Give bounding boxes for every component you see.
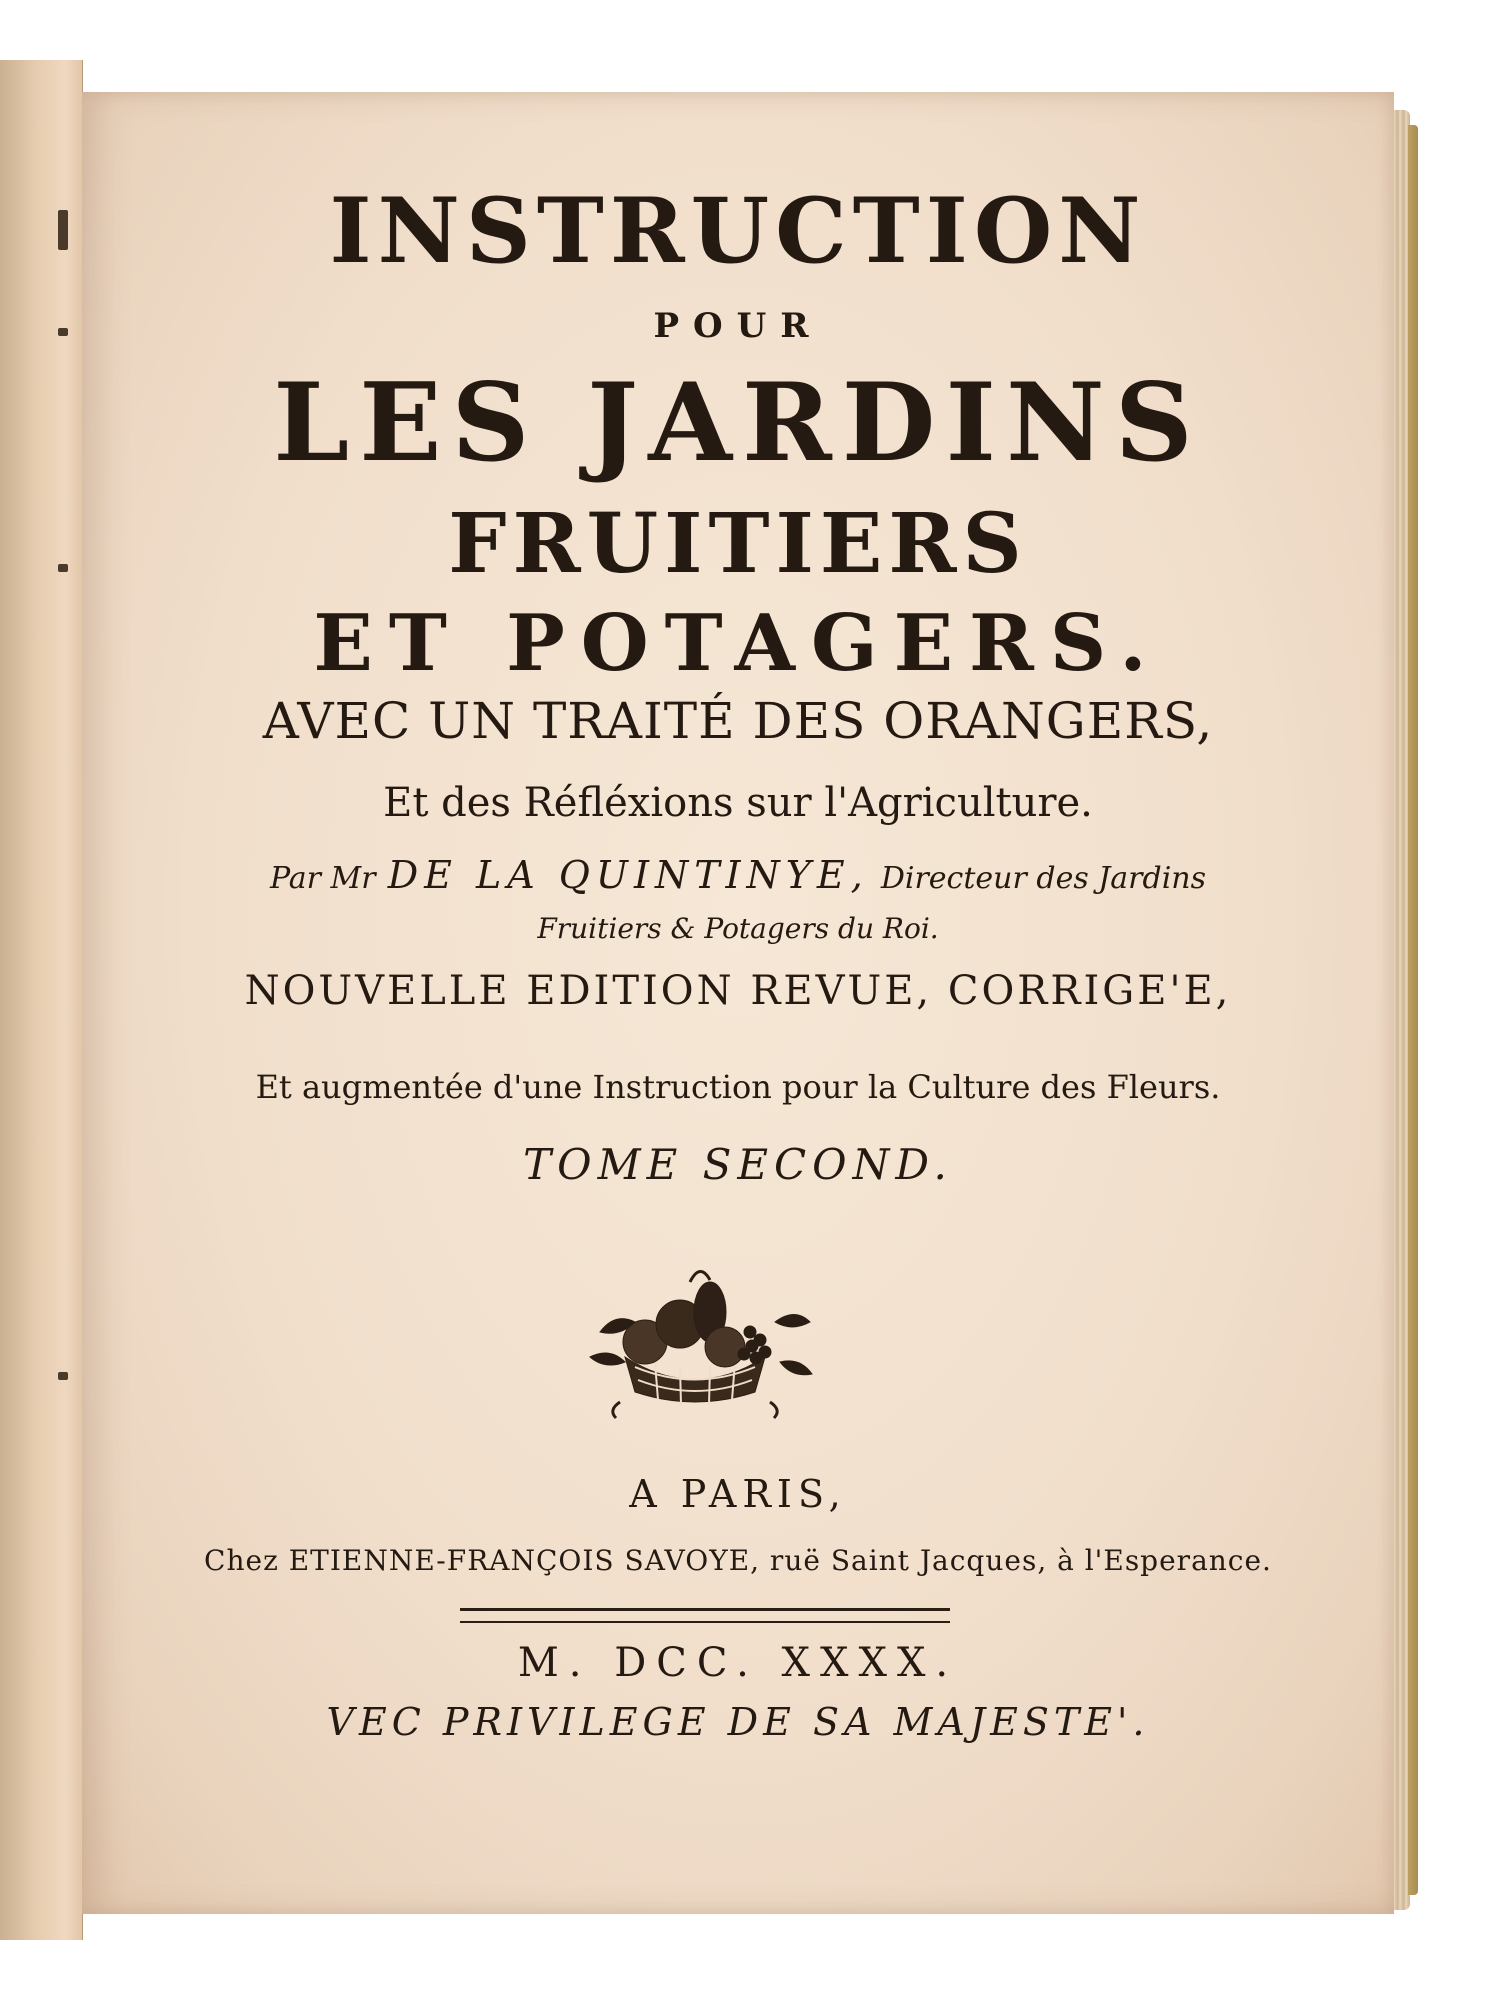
- title-line-jardins: LES JARDINS: [273, 360, 1203, 486]
- edition-line: NOUVELLE EDITION REVUE, CORRIGE'E,: [244, 968, 1232, 1014]
- spine-mark: [58, 328, 68, 336]
- author-prefix: Par Mr: [269, 861, 376, 896]
- imprint-publisher: Chez ETIENNE-FRANÇOIS SAVOYE, ruë Saint Jacques, à l'Esperance.: [204, 1544, 1272, 1577]
- author-line: [82, 853, 1394, 897]
- title-line-pour: POUR: [653, 306, 823, 346]
- author-title-a: Directeur des Jardins: [880, 861, 1207, 896]
- spine-mark: [58, 210, 68, 250]
- title-line-fruitiers: FRUITIERS: [448, 496, 1028, 592]
- edition-note: Et augmentée d'une Instruction pour la Culture des Fleurs.: [255, 1068, 1221, 1106]
- board-edge: [1408, 125, 1418, 1895]
- spine-mark: [58, 1372, 68, 1380]
- imprint-city: A PARIS,: [629, 1472, 847, 1516]
- author-title-b: Fruitiers & Potagers du Roi.: [537, 912, 939, 945]
- title-line-instruction: INSTRUCTION: [329, 178, 1147, 284]
- imprint-privilege: VEC PRIVILEGE DE SA MAJESTE'.: [326, 1700, 1150, 1744]
- subtitle-orangers: AVEC UN TRAITÉ DES ORANGERS,: [262, 692, 1214, 750]
- imprint-date: M. DCC. XXXX.: [517, 1640, 959, 1686]
- title-line-potagers: ET POTAGERS.: [313, 598, 1163, 689]
- volume-label: TOME SECOND.: [523, 1140, 953, 1189]
- imprint-rule: [460, 1608, 950, 1623]
- book-spine-edge: [0, 60, 83, 1940]
- spine-mark: [58, 564, 68, 572]
- subtitle-agriculture: Et des Réfléxions sur l'Agriculture.: [383, 780, 1093, 826]
- fruit-basket-vignette-icon: [560, 1262, 830, 1422]
- author-name: DE LA QUINTINYE,: [387, 853, 869, 897]
